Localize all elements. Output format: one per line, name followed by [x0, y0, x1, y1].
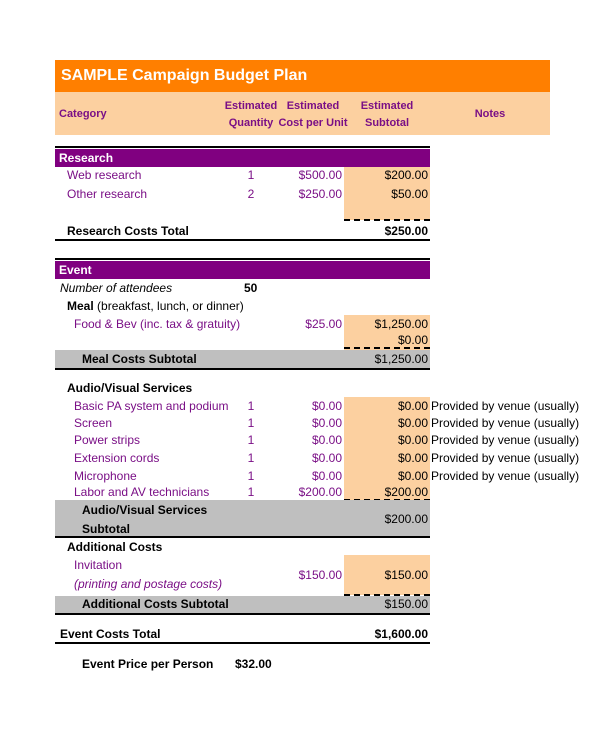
dashed-divider [344, 219, 430, 221]
av-subtotal: $0.00 [397, 416, 428, 430]
meal-subtotal-label: Meal Costs Subtotal [82, 352, 197, 366]
av-item: Power strips [74, 433, 141, 447]
av-subtotal-label-line2: Subtotal [82, 522, 130, 536]
av-qty: 1 [247, 399, 255, 413]
price-per-person-label: Event Price per Person [82, 657, 214, 671]
header-category: Category [59, 108, 107, 120]
research-total-label: Research Costs Total [67, 224, 189, 238]
av-subtotal: $0.00 [397, 469, 428, 483]
av-note: Provided by venue (usually) [431, 469, 580, 483]
divider [55, 258, 430, 260]
av-cost: $0.00 [311, 399, 342, 413]
header-quantity-line1: Estimated [224, 100, 278, 112]
av-item: Labor and AV technicians [74, 485, 210, 499]
av-item: Screen [74, 416, 113, 430]
header-subtotal-line2: Subtotal [365, 117, 409, 129]
av-qty: 1 [247, 485, 255, 499]
meal-label-rest: (breakfast, lunch, or dinner) [93, 299, 244, 313]
meal-subtotal-value: $1,250.00 [374, 352, 428, 366]
research-qty: 2 [247, 187, 255, 201]
av-item: Basic PA system and podium [74, 399, 229, 413]
header-subtotal-line1: Estimated [360, 100, 414, 112]
event-total-label: Event Costs Total [60, 627, 161, 641]
av-note: Provided by venue (usually) [431, 416, 580, 430]
av-subtotal: $0.00 [397, 433, 428, 447]
additional-item: Invitation [74, 558, 123, 572]
title-bar [55, 60, 550, 92]
additional-label: Additional Costs [67, 540, 163, 554]
column-header-band [55, 92, 550, 135]
additional-subtotal-label: Additional Costs Subtotal [82, 597, 229, 611]
research-total-value: $250.00 [384, 224, 428, 238]
header-quantity-line2: Quantity [228, 117, 274, 129]
section-title-research: Research [59, 151, 114, 165]
sheet-title: SAMPLE Campaign Budget Plan [61, 67, 308, 84]
av-cost: $0.00 [311, 416, 342, 430]
meal-cost: $25.00 [305, 317, 342, 331]
meal-label [67, 299, 244, 313]
additional-cost: $150.00 [298, 568, 342, 582]
av-cost: $200.00 [298, 485, 342, 499]
meal-item: Food & Bev (inc. tax & gratuity) [74, 317, 241, 331]
av-subtotal-label-line1: Audio/Visual Services [82, 503, 208, 517]
research-cost: $500.00 [298, 168, 342, 182]
research-qty: 1 [247, 168, 255, 182]
av-subtotal: $0.00 [397, 399, 428, 413]
av-cost: $0.00 [311, 433, 342, 447]
divider [55, 239, 430, 241]
av-qty: 1 [247, 469, 255, 483]
meal-subtotal: $1,250.00 [374, 317, 428, 331]
av-subtotal: $0.00 [397, 451, 428, 465]
av-qty: 1 [247, 451, 255, 465]
section-bar-event [55, 261, 430, 279]
attendees-value: 50 [244, 281, 258, 295]
av-qty: 1 [247, 416, 255, 430]
av-note: Provided by venue (usually) [431, 399, 580, 413]
av-cost: $0.00 [311, 469, 342, 483]
meal-label-bold: Meal [67, 299, 94, 313]
meal-subtotal-extra: $0.00 [397, 333, 428, 347]
av-subtotal: $200.00 [384, 485, 428, 499]
divider [55, 146, 430, 148]
header-cost-line1: Estimated [286, 100, 340, 112]
section-title-event: Event [59, 263, 92, 277]
divider [55, 613, 430, 615]
additional-item-note: (printing and postage costs) [74, 577, 223, 591]
research-subtotal: $200.00 [384, 168, 428, 182]
av-subtotal-value: $200.00 [384, 512, 428, 526]
event-total-value: $1,600.00 [374, 627, 428, 641]
av-qty: 1 [247, 433, 255, 447]
research-item: Other research [67, 187, 148, 201]
additional-subtotal-value: $150.00 [384, 597, 428, 611]
research-cost: $250.00 [298, 187, 342, 201]
price-per-person-value: $32.00 [235, 657, 272, 671]
av-cost: $0.00 [311, 451, 342, 465]
attendees-label: Number of attendees [60, 281, 173, 295]
header-notes: Notes [474, 108, 506, 120]
header-cost-line2: Cost per Unit [278, 117, 348, 129]
av-item: Microphone [74, 469, 137, 483]
av-note: Provided by venue (usually) [431, 451, 580, 465]
av-item: Extension cords [74, 451, 160, 465]
section-bar-research [55, 149, 430, 167]
av-label: Audio/Visual Services [67, 381, 193, 395]
av-note: Provided by venue (usually) [431, 433, 580, 447]
dashed-divider [344, 347, 430, 349]
divider [55, 536, 430, 538]
divider [55, 368, 430, 370]
divider [55, 642, 430, 644]
research-subtotal: $50.00 [391, 187, 428, 201]
research-item: Web research [67, 168, 142, 182]
additional-subtotal: $150.00 [384, 568, 428, 582]
